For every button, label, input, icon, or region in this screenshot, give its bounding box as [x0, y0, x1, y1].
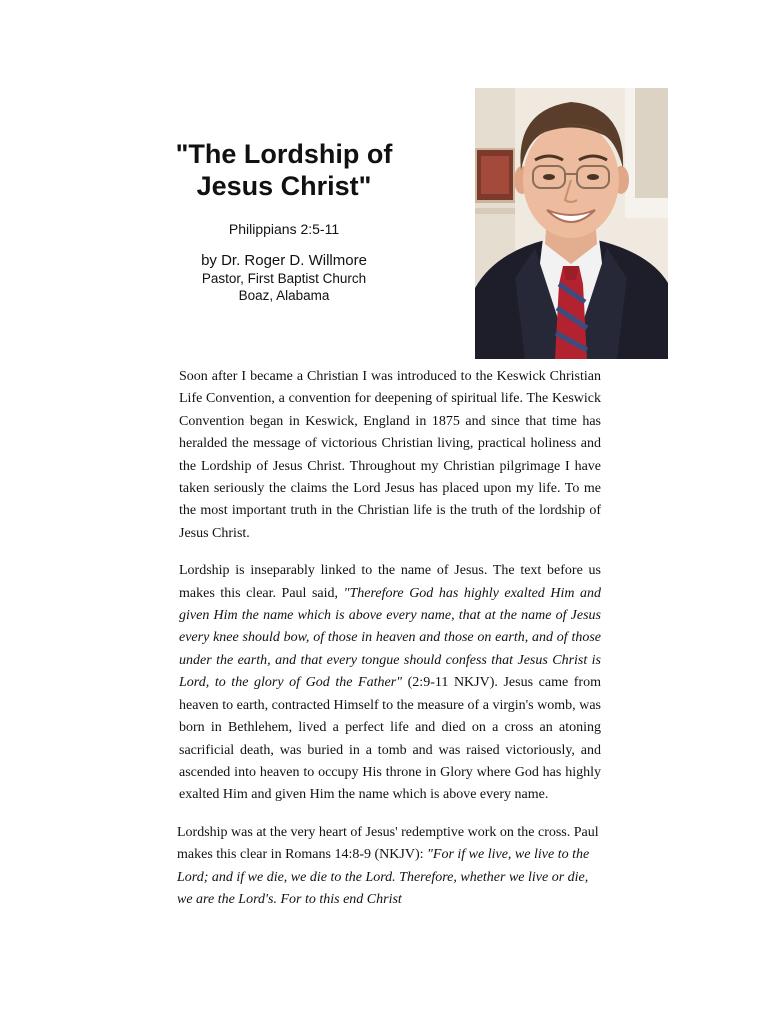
author-name: by Dr. Roger D. Willmore	[201, 252, 367, 269]
paragraph-3-quote: "For if we live, we live to the Lord; and if we die, we die to the Lord. Therefore, whether we live or die, we are the Lord's. For to this end Christ	[177, 847, 590, 907]
paragraph-2	[166, 560, 601, 806]
paragraph-3-intro: Lordship was at the very heart of Jesus' redemptive work on the cross. Paul makes this clear in Romans 14:8-9 (NKJV):	[177, 824, 599, 863]
author-portrait	[475, 88, 668, 359]
portrait-photo-icon	[475, 88, 668, 359]
sermon-body	[166, 366, 601, 926]
paragraph-2-quote: "Therefore God has highly exalted Him and given Him the name which is above every name, that at the name of Jesus every knee should bow, of those in heaven and those on earth, and of those under the earth, and that every tongue should confess that Jesus Christ is Lord, to the glory of God the Father"	[179, 585, 602, 691]
paragraph-1: Soon after I became a Christian I was introduced to the Keswick Christian Life Convention, a convention for deepening of spiritual life. The Keswick Convention began in Keswick, England in 1875 and since that time has heralded the message of victorious Christian living, practical holiness and the Lordship of Jesus Christ. Throughout my Christian pilgrimage I have taken seriously the claims the Lord Jesus has placed upon my life. To me the most important truth in the Christian life is the truth of the lordship of Jesus Christ.	[179, 369, 601, 541]
sermon-title	[150, 138, 418, 202]
title-line-2: Jesus Christ"	[196, 171, 372, 201]
paragraph-2-rest: (2:9-11 NKJV). Jesus came from heaven to earth, contracted Himself to the measure of a virgin's womb, was born in Bethlehem, lived a perfect life and died on a cross an atoning sacrificial death, was buried in a tomb and was raised victoriously, and ascended into heaven to occupy His throne in Glory where God has highly exalted Him and given Him the name which is above every name.	[179, 675, 601, 803]
title-line-1: "The Lordship of	[175, 139, 393, 169]
author-location: Boaz, Alabama	[238, 288, 330, 303]
author-title: Pastor, First Baptist Church	[201, 271, 367, 286]
paragraph-3	[166, 822, 601, 912]
sermon-header	[150, 138, 418, 304]
scripture-reference: Philippians 2:5-11	[228, 221, 340, 237]
paragraph-2-intro: Lordship is inseparably linked to the name of Jesus. The text before us makes this clear. Paul said,	[179, 563, 601, 601]
